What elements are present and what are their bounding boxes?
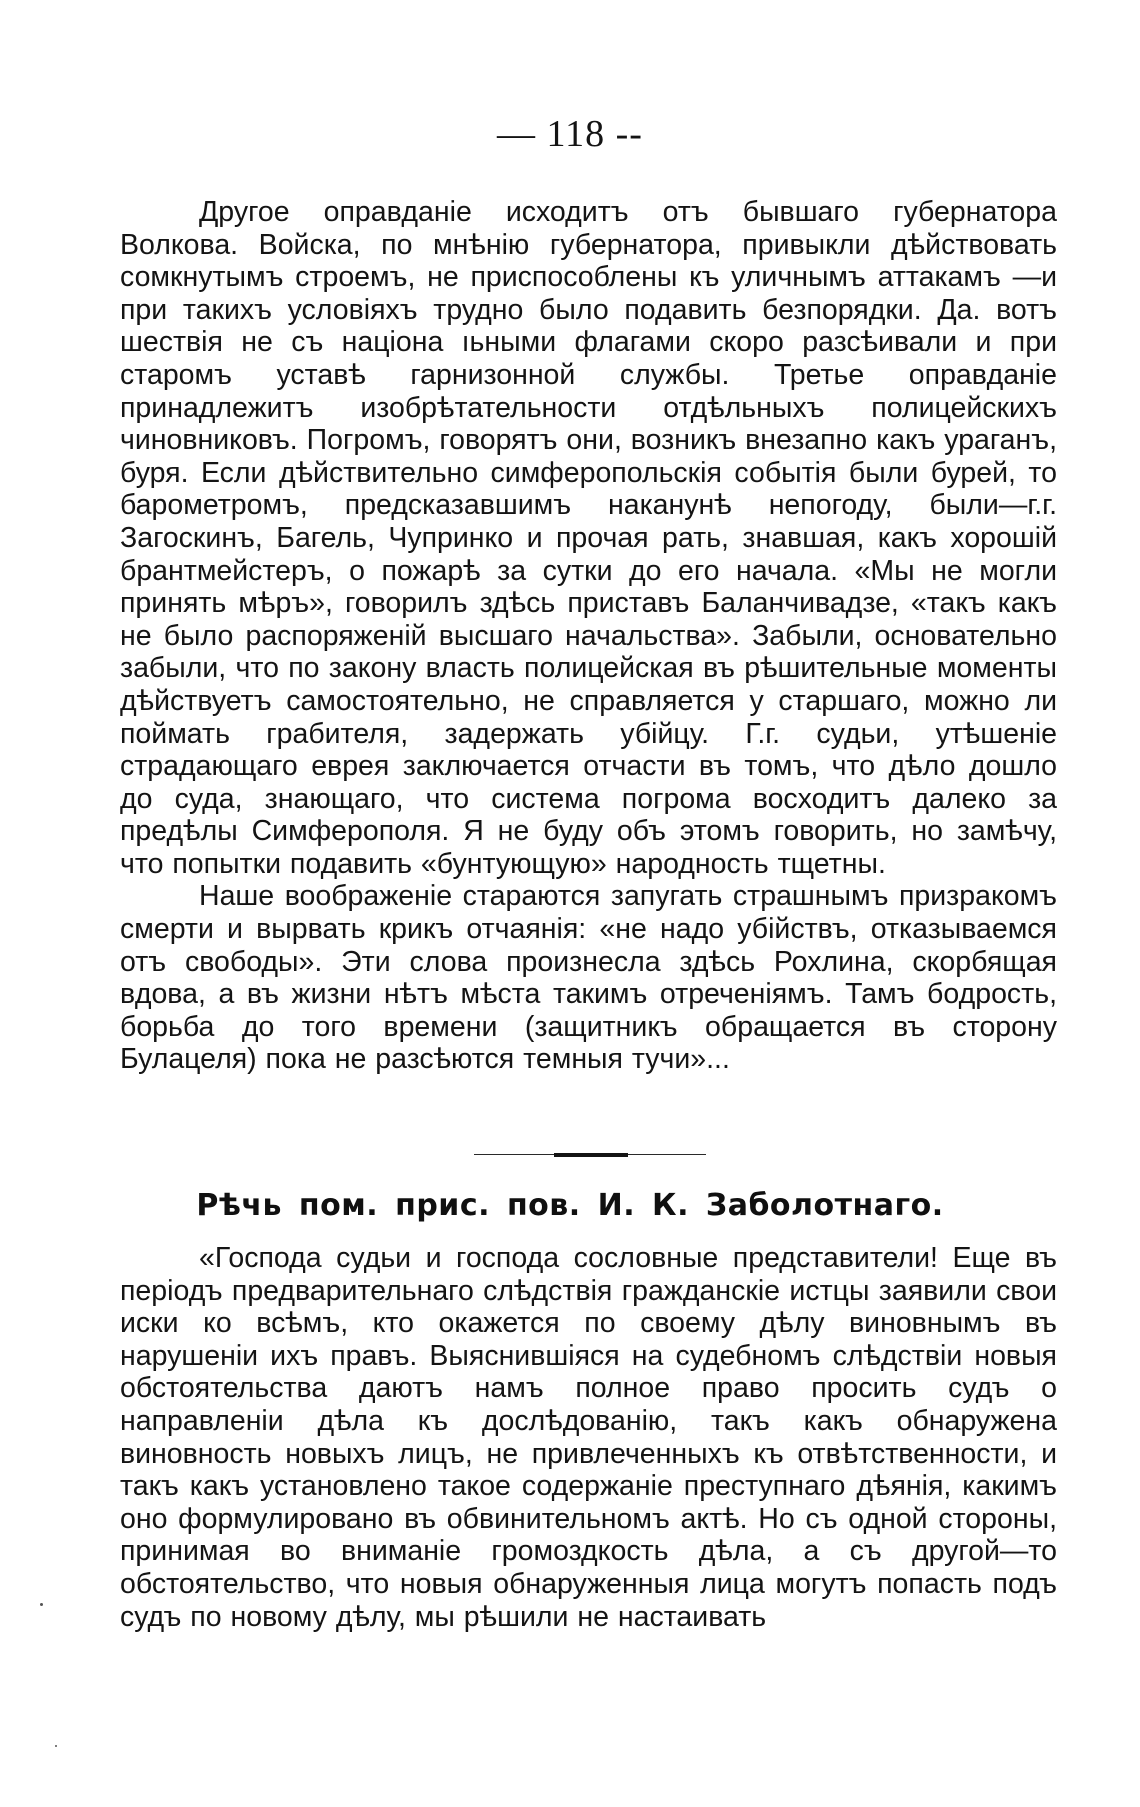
- body-text-top: [120, 196, 1057, 1076]
- section-heading: Рѣчь пом. прис. пов. И. К. Заболотнаго.: [196, 1188, 944, 1223]
- paper-speck: [55, 1745, 57, 1747]
- divider-thick-rule: [554, 1153, 628, 1157]
- paragraph: Наше воображеніе стараются запугать страшнымъ призракомъ смерти и вырвать крикъ отчаянія: «не надо убійствъ, отказываемся отъ свободы». Эти слова произнесла здѣсь Рохлина, скорбящая вдова, а въ жизни нѣтъ мѣста такимъ отреченіямъ. Тамъ бодрость, борьба до того времени (защитникъ обращается въ сторону Булацеля) пока не разсѣются темныя тучи»...: [120, 880, 1057, 1076]
- paragraph: Другое оправданіе исходитъ отъ бывшаго губернатора Волкова. Войска, по мнѣнію губернатора, привыкли дѣйствовать сомкнутымъ строемъ, не приспособлены къ уличнымъ аттакамъ —и при такихъ условіяхъ трудно было подавить безпорядки. Да. вотъ шествія не съ націона ıьными флагами скоро разсѣивали и при старомъ уставѣ гарнизонной службы. Третье оправданіе принадлежитъ изобрѣтательности отдѣльныхъ полицейскихъ чиновниковъ. Погромъ, говорятъ они, возникъ внезапно какъ ураганъ, буря. Если дѣйствительно симферопольскія событія были бурей, то барометромъ, предсказавшимъ наканунѣ непогоду, были—г.г. Загоскинъ, Багель, Чупринко и прочая рать, знавшая, какъ хорошій брантмейстеръ, о пожарѣ за сутки до его начала. «Мы не могли принять мѣръ», говорилъ здѣсь приставъ Баланчивадзе, «такъ какъ не было распоряженій высшаго начальства». Забыли, основательно забыли, что по закону власть полицейская въ рѣшительные моменты дѣйствуетъ самостоятельно, не справляется у старшаго, можно ли поймать грабителя, задержать убійцу. Г.г. судьи, утѣшеніе страдающаго еврея заключается отчасти въ томъ, что дѣло дошло до суда, знающаго, что система погрома восходитъ далеко за предѣлы Симферополя. Я не буду объ этомъ говорить, но замѣчу, что попытки подавить «бунтующую» народность тщетны.: [120, 196, 1057, 880]
- paragraph: «Господа судьи и господа сословные представители! Еще въ періодъ предварительнаго слѣдствія гражданскіе истцы заявили свои иски ко всѣмъ, кто окажется по своему дѣлу виновнымъ въ нарушеніи ихъ правъ. Выяснившіяся на судебномъ слѣдствіи новыя обстоятельства даютъ намъ полное право просить судъ о направленіи дѣла къ дослѣдованію, такъ какъ обнаружена виновность новыхъ лицъ, не привлеченныхъ къ отвѣтственности, и такъ какъ установлено такое содержаніе преступнаго дѣянія, какимъ оно формулировано въ обвинительномъ актѣ. Но съ одной стороны, принимая во вниманіе громоздкость дѣла, а съ другой—то обстоятельство, что новыя обнаруженныя лица могутъ попасть подъ судъ по новому дѣлу, мы рѣшили не настаивать: [120, 1242, 1057, 1633]
- section-divider: [474, 1152, 706, 1158]
- paper-speck: [40, 1603, 43, 1606]
- page-number: — 118 --: [497, 113, 643, 155]
- body-text-bottom: [120, 1242, 1057, 1633]
